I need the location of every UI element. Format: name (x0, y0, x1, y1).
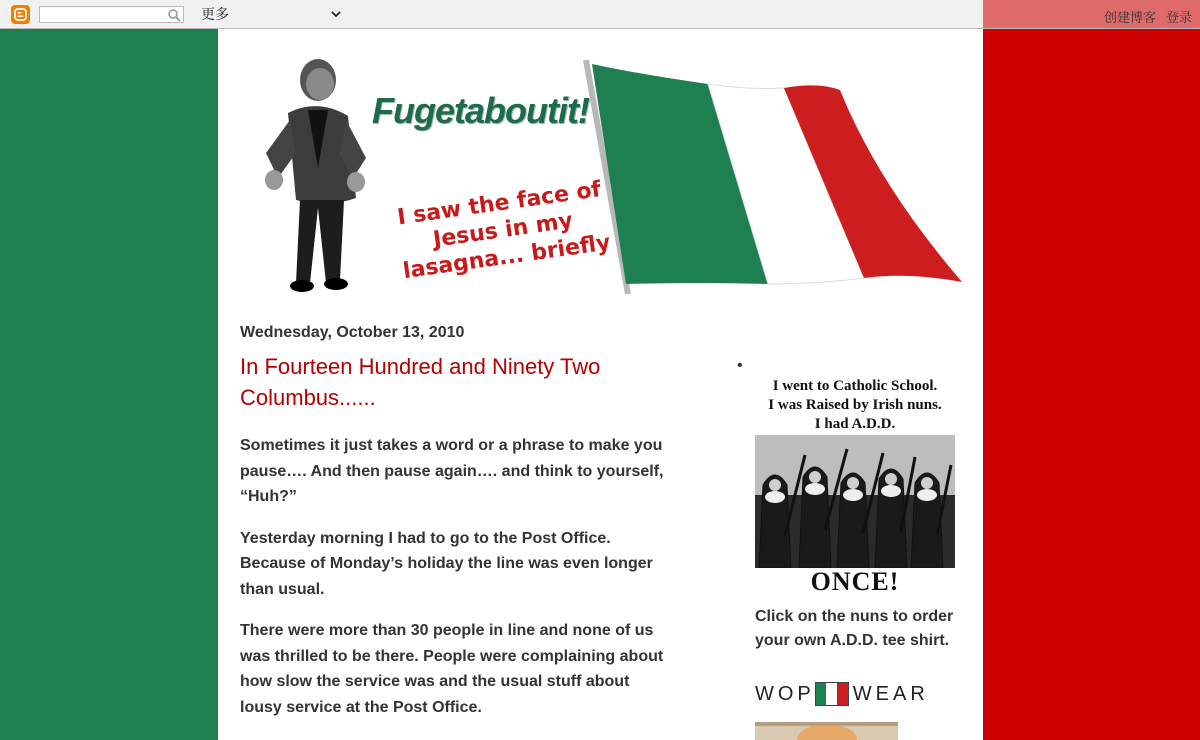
search-icon[interactable] (167, 8, 181, 22)
post-paragraph: Yesterday morning I had to go to the Post Office. Because of Monday’s holiday the line was even longer than usual. (240, 529, 653, 598)
blogger-logo-icon[interactable] (11, 5, 30, 24)
banner-title: Fugetaboutit! (372, 90, 589, 131)
more-dropdown-label: 更多 (201, 6, 229, 22)
wop-wear-right-text: WEAR (852, 682, 929, 705)
nuns-text-line: I had A.D.D. (814, 416, 896, 432)
post-date: Wednesday, October 13, 2010 (240, 324, 465, 341)
background-red-stripe (983, 0, 1200, 740)
search-input[interactable] (39, 6, 184, 23)
list-bullet: • (737, 357, 743, 374)
nuns-tshirt-image[interactable] (755, 377, 955, 597)
sidebar-thumbnail-image[interactable] (755, 722, 898, 740)
italian-flag-image (578, 54, 978, 299)
man-figure-image (248, 58, 368, 293)
create-blog-link[interactable]: 创建博客 (1104, 10, 1157, 25)
nuns-text-line: I was Raised by Irish nuns. (768, 397, 942, 413)
wop-wear-heading[interactable] (755, 681, 929, 707)
post-body (240, 433, 665, 736)
nuns-caption: Click on the nuns to order your own A.D.D. tee shirt. (755, 608, 954, 649)
post-title[interactable]: In Fourteen Hundred and Ninety Two Columbus...... (240, 354, 601, 410)
banner-caption: I saw the face of Jesus in my lasagna... briefly (395, 177, 612, 285)
background-green-stripe (0, 0, 218, 740)
blogger-navbar (0, 0, 1200, 29)
nuns-text-line: I went to Catholic School. (772, 378, 938, 394)
post-paragraph: Sometimes it just takes a word or a phrase to make you pause…. And then pause again…. and think to yourself, “Huh?” (240, 437, 664, 505)
blog-header-banner[interactable] (218, 30, 983, 305)
nuns-photo (755, 435, 955, 568)
wop-wear-left-text: WOP (755, 682, 815, 705)
login-link[interactable]: 登录 (1166, 10, 1193, 25)
more-dropdown[interactable] (201, 5, 341, 23)
italian-flag-icon (815, 682, 849, 706)
thumbnail-graphic (755, 722, 898, 740)
post-paragraph: There were more than 30 people in line and none of us was thrilled to be there. People were complaining about how slow the service was and the usual stuff about lousy service at the Post Office. (240, 622, 664, 716)
nuns-once-text: ONCE! (810, 567, 900, 596)
chevron-down-icon (331, 10, 341, 18)
